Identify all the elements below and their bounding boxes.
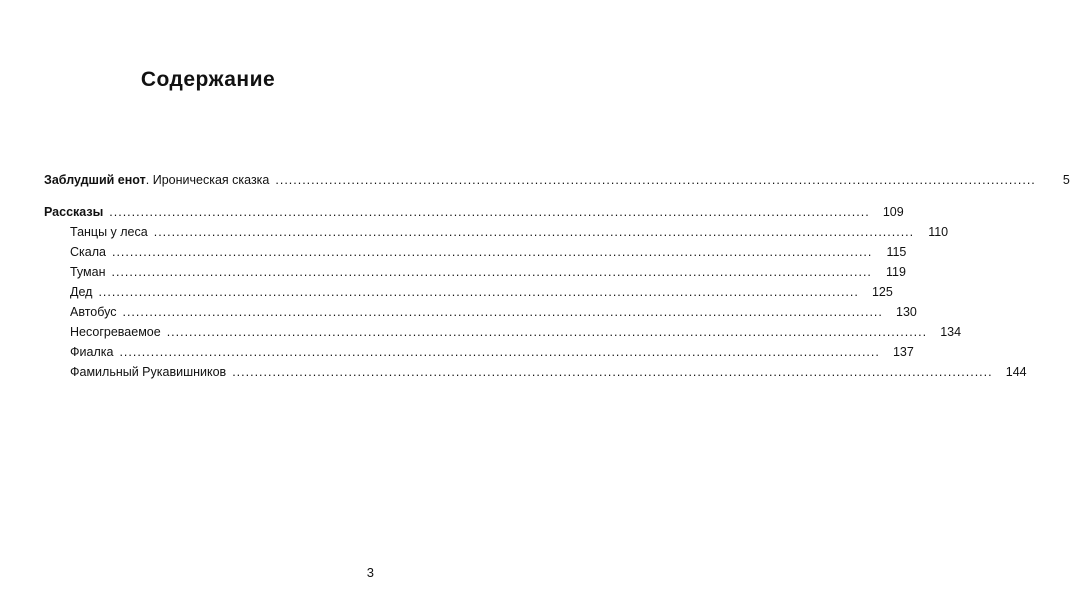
toc-entry-page: 125 bbox=[871, 285, 893, 299]
toc-entry[interactable] bbox=[44, 322, 962, 342]
table-of-contents bbox=[44, 170, 1070, 382]
leader-dots bbox=[275, 170, 1035, 190]
toc-entry[interactable] bbox=[44, 282, 893, 302]
toc-entry-page: 115 bbox=[886, 245, 907, 259]
toc-entry-label: Фиалка bbox=[70, 345, 114, 359]
toc-entry-page: 109 bbox=[882, 205, 904, 219]
toc-entry-label: Фамильный Рукавишников bbox=[70, 365, 227, 379]
toc-entry-label: Танцы у леса bbox=[70, 225, 148, 239]
toc-entry-page: 134 bbox=[940, 325, 962, 339]
toc-entry-page: 137 bbox=[892, 345, 914, 359]
page-number: 3 bbox=[366, 565, 374, 580]
leader-dots bbox=[112, 262, 872, 282]
toc-entry-label: Туман bbox=[70, 265, 106, 279]
toc-entry-page: 119 bbox=[885, 265, 906, 279]
toc-section-title: Рассказы bbox=[44, 205, 104, 219]
toc-entry-section[interactable] bbox=[44, 202, 904, 222]
toc-entry[interactable] bbox=[44, 262, 906, 282]
leader-dots bbox=[119, 342, 879, 362]
toc-entry-page: 144 bbox=[1005, 365, 1027, 379]
toc-entry-label: Автобус bbox=[70, 305, 117, 319]
leader-dots bbox=[167, 322, 927, 342]
toc-entry-page: 110 bbox=[928, 225, 949, 239]
toc-entry-main[interactable] bbox=[44, 170, 1070, 190]
toc-entry-label: Дед bbox=[70, 285, 93, 299]
toc-entry-title-bold: Заблудший енот bbox=[44, 173, 146, 187]
toc-entry-label bbox=[44, 202, 103, 222]
toc-entry[interactable] bbox=[44, 302, 917, 322]
toc-entry-label: Скала bbox=[70, 245, 106, 259]
toc-entry[interactable] bbox=[44, 342, 914, 362]
toc-entry[interactable] bbox=[44, 362, 1027, 382]
toc-entry-subtitle: . Ироническая сказка bbox=[145, 173, 270, 187]
leader-dots bbox=[109, 202, 869, 222]
leader-dots bbox=[98, 282, 858, 302]
toc-entry[interactable] bbox=[44, 242, 907, 262]
toc-entry-label: Несогреваемое bbox=[70, 325, 161, 339]
toc-entry[interactable] bbox=[44, 222, 949, 242]
leader-dots bbox=[154, 222, 914, 242]
page-title: Содержание bbox=[140, 68, 276, 91]
toc-entry-page: 130 bbox=[896, 305, 917, 319]
leader-dots bbox=[232, 362, 992, 382]
leader-dots bbox=[112, 242, 872, 262]
leader-dots bbox=[122, 302, 882, 322]
toc-entry-label bbox=[44, 170, 269, 190]
toc-entry-page: 5 bbox=[1062, 173, 1070, 187]
